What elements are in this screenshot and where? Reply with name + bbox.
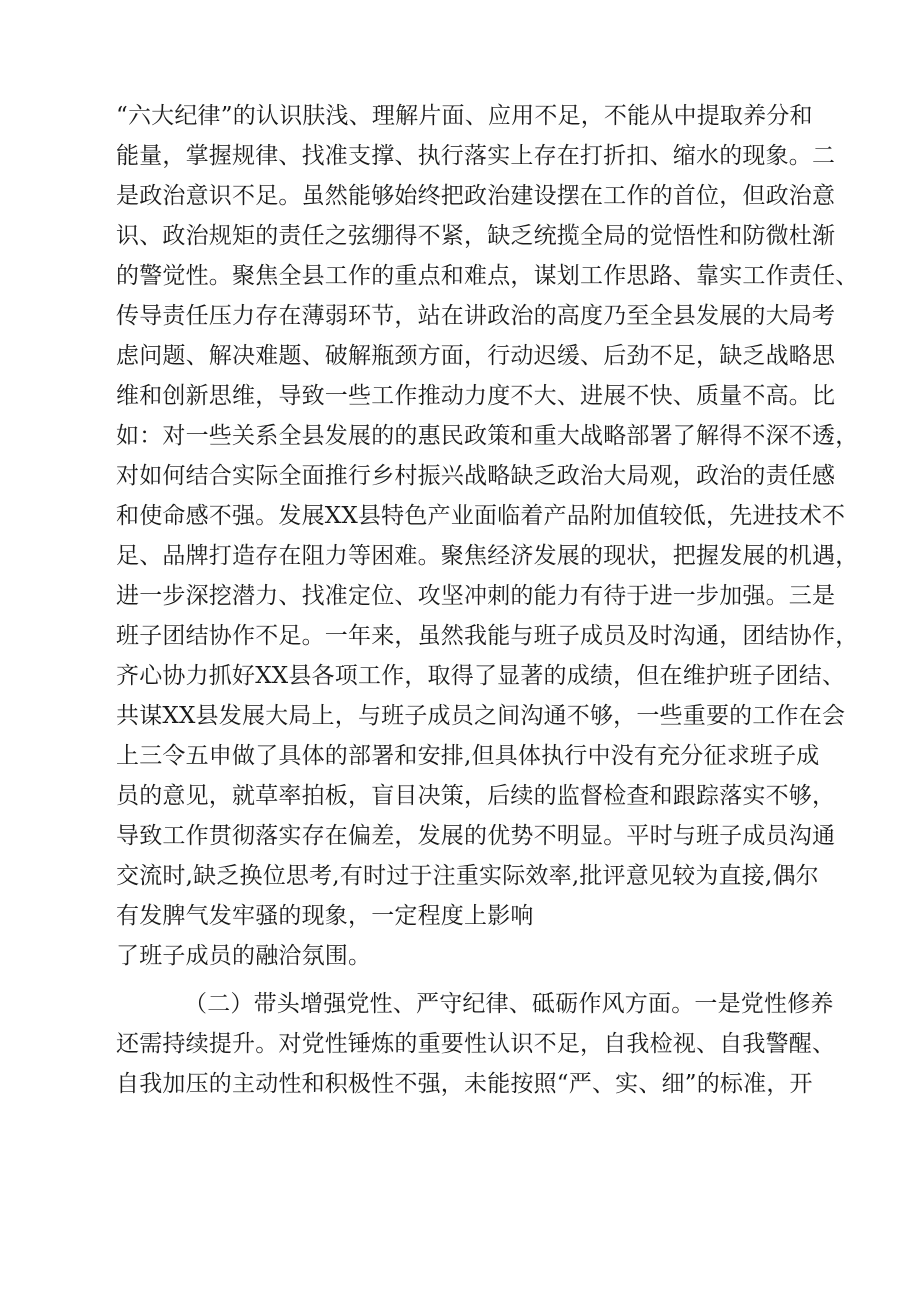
text-line: 的警觉性。聚焦全县工作的重点和难点，谋划工作思路、靠实工作责任、 xyxy=(116,263,859,289)
text-line: 足、品牌打造存在阻力等困难。聚焦经济发展的现状，把握发展的机遇， xyxy=(116,543,859,569)
text-line: 还需持续提升。对党性锤炼的重要性认识不足，自我检视、自我警醒、 xyxy=(116,1031,836,1057)
text-line: 共谋XX县发展大局上，与班子成员之间沟通不够，一些重要的工作在会 xyxy=(116,703,846,729)
text-line: 进一步深挖潜力、找准定位、攻坚冲刺的能力有待于进一步加强。三是 xyxy=(116,583,836,609)
text-line: 是政治意识不足。虽然能够始终把政治建设摆在工作的首位，但政治意 xyxy=(116,183,836,209)
text-line: 班子团结协作不足。一年来，虽然我能与班子成员及时沟通，团结协作， xyxy=(116,623,859,649)
text-line: 齐心协力抓好XX县各项工作，取得了显著的成绩，但在维护班子团结、 xyxy=(116,663,846,689)
text-line: “六大纪律”的认识肤浅、理解片面、应用不足，不能从中提取养分和 xyxy=(116,103,813,129)
text-line: 了班子成员的融洽氛围。 xyxy=(116,943,372,969)
text-line: 虑问题、解决难题、破解瓶颈方面，行动迟缓、后劲不足，缺乏战略思 xyxy=(116,343,836,369)
text-line: 自我加压的主动性和积极性不强，未能按照“严、实、细”的标准，开 xyxy=(116,1071,813,1097)
text-line: 有发脾气发牢骚的现象，一定程度上影响 xyxy=(116,903,534,929)
text-line: 维和创新思维，导致一些工作推动力度不大、进展不快、质量不高。比 xyxy=(116,383,836,409)
text-line: 导致工作贯彻落实存在偏差，发展的优势不明显。平时与班子成员沟通 xyxy=(116,823,836,849)
text-line: 上三令五申做了具体的部署和安排,但具体执行中没有充分征求班子成 xyxy=(116,743,820,769)
text-line: 能量，掌握规律、找准支撑、执行落实上存在打折扣、缩水的现象。二 xyxy=(116,143,836,169)
text-line: 识、政治规矩的责任之弦绷得不紧，缺乏统揽全局的觉悟性和防微杜渐 xyxy=(116,223,836,249)
text-line: 如：对一些关系全县发展的的惠民政策和重大战略部署了解得不深不透， xyxy=(116,423,859,449)
section-heading-line: （二）带头增强党性、严守纪律、砥砺作风方面。一是党性修养 xyxy=(184,991,834,1017)
text-line: 员的意见，就草率拍板，盲目决策，后续的监督检查和跟踪落实不够， xyxy=(116,783,836,809)
text-line: 交流时,缺乏换位思考,有时过于注重实际效率,批评意见较为直接,偶尔 xyxy=(116,863,819,889)
text-line: 和使命感不强。发展XX县特色产业面临着产品附加值较低，先进技术不 xyxy=(116,503,846,529)
text-line: 对如何结合实际全面推行乡村振兴战略缺乏政治大局观，政治的责任感 xyxy=(116,463,836,489)
text-line: 传导责任压力存在薄弱环节，站在讲政治的高度乃至全县发展的大局考 xyxy=(116,303,836,329)
